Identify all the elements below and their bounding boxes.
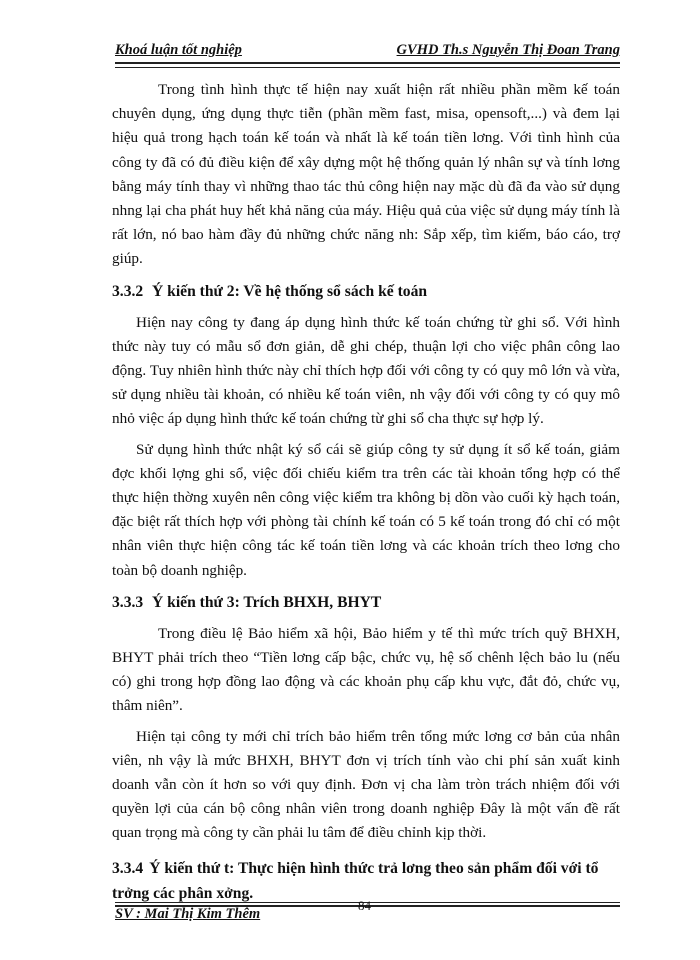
section-number: 3.3.4 <box>112 859 144 877</box>
paragraph-insurance-regulation: Trong điều lệ Bảo hiểm xã hội, Bảo hiểm y tế thì mức trích quỹ BHXH, BHYT phải trích theo “Tiền lơng cấp bậc, chức vụ, hệ số chênh lệch bảo lu (nếu có) ghi trong hợp đồng lao động và các khoản phụ cấp khu vực, đắt đỏ, chức vụ, thâm niên”. <box>112 624 620 715</box>
paragraph-software: Trong tình hình thực tế hiện nay xuất hiện rất nhiều phần mềm kế toán chuyên dụng, ứng dụng thực tiễn (phần mềm fast, misa, opensoft,...) và đem lại hiệu quả trong hạch toán kế toán và nhất là kế toán tiền lơng. Với tình hình của công ty đã có đủ điều kiện để xây dựng một hệ thống quản lý nhân sự và tính lơng bằng máy tính thay vì những thao tác thủ công hiện nay mặc dù đã đa vào sử dụng nhng lại cha phát huy hết khả năng của máy. Hiệu quả của việc sử dụng máy tính là rất lớn, nó bao hàm đầy đủ những chức năng nh: Sắp xếp, tìm kiếm, báo cáo, trợ giúp. <box>112 81 620 268</box>
header-advisor-label: GVHD Th.s Nguyễn Thị Đoan Trang <box>396 42 620 58</box>
section-title: Ý kiến thứ 3: Trích BHXH, BHYT <box>152 593 382 611</box>
paragraph-general-journal: Sử dụng hình thức nhật ký sổ cái sẽ giúp công ty sử dụng ít sổ kế toán, giảm đợc khối lợng ghi sổ, việc đối chiếu kiểm tra trên các tài khoản tổng hợp có thể thực hiện thờng xuyên nên công việc kiểm tra không bị dồn vào cuối kỳ hạch toán, đặc biệt rất thích hợp với phòng tài chính kế toán có 5 kế toán trong đó chỉ có một nhân viên thực hiện công tác kế toán tiền lơng và các khoản trích theo lơng cho toàn bộ doanh nghiệp. <box>112 440 620 579</box>
header-thesis-label: Khoá luận tốt nghiệp <box>115 42 242 58</box>
section-heading-3-3-2 <box>112 280 620 304</box>
section-title: Ý kiến thứ 2: Về hệ thống sổ sách kế toán <box>152 282 428 300</box>
section-title: Ý kiến thứ t: Thực hiện hình thức trả lơng theo sản phẩm đối với tổ trởng các phân xởng. <box>112 859 599 902</box>
body-text <box>112 78 620 913</box>
footer-student-name: SV : Mai Thị Kim Thêm <box>115 906 261 922</box>
paragraph-bookkeeping-system: Hiện nay công ty đang áp dụng hình thức kế toán chứng từ ghi sổ. Với hình thức này tuy có mẫu sổ đơn giản, dễ ghi chép, thuận lợi cho việc phân công lao động. Tuy nhiên hình thức này chỉ thích hợp đối với công ty có quy mô lớn và vừa, sử dụng nhiều tài khoản, có nhiều kế toán viên, nh vậy đối với công ty có quy mô nhỏ việc áp dụng hình thức kế toán chứng từ ghi sổ cha thực sự hợp lý. <box>112 313 620 428</box>
section-number: 3.3.3 <box>112 593 144 611</box>
section-number: 3.3.2 <box>112 282 144 300</box>
page-header <box>115 40 620 62</box>
header-rule <box>115 62 620 68</box>
section-heading-3-3-3 <box>112 591 620 615</box>
paragraph-insurance-current: Hiện tại công ty mới chỉ trích bảo hiểm trên tổng mức lơng cơ bản của nhân viên, nh vậy là mức BHXH, BHYT đơn vị trích tính vào chi phí sản xuất kinh doanh vẫn còn ít hơn so với quy định. Đơn vị cha làm tròn trách nhiệm đối với quyền lợi của cán bộ công nhân viên trong doanh nghiệp Đây là một vấn đề rất quan trọng mà công ty cần phải lu tâm để điều chỉnh kịp thời. <box>112 727 620 842</box>
page-number: 84 <box>358 898 371 913</box>
